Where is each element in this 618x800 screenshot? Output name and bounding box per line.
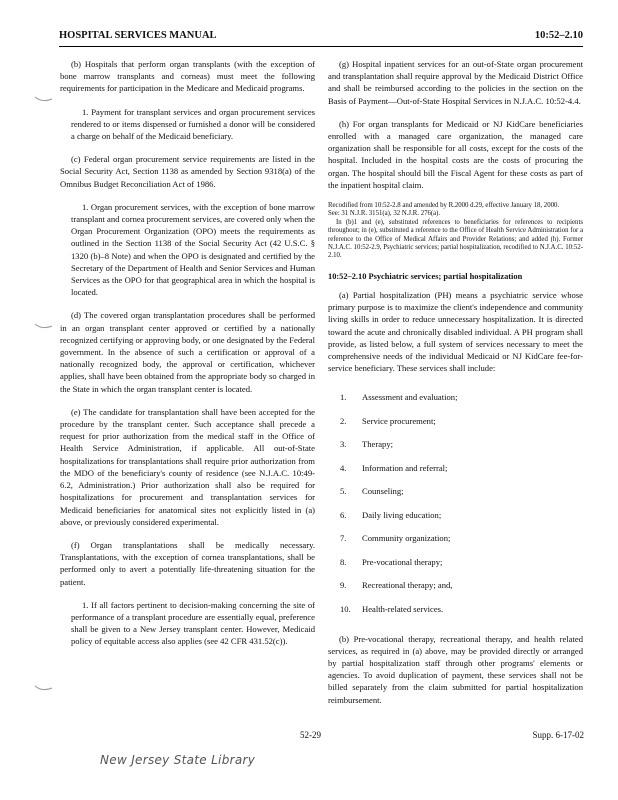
source-line-2: See: 31 N.J.R. 3151(a), 32 N.J.R. 276(a). xyxy=(328,210,441,218)
paragraph-f1: 1. If all factors pertinent to decision-making concerning the site of performance of a transplant procedure are essentially equal, preference shall be given to a New Jersey transplant center. However, Medicaid policy of equitable access also applies (see 42 CFR 431.52(c)). xyxy=(71,599,315,647)
paragraph-h: (h) For organ transplants for Medicaid or NJ KidCare beneficiaries enrolled with a managed care organization, the managed care organization shall be responsible for all costs, except for the costs of the hospital. Included in the hospital costs are the costs of procuring the organ. The hospital should bill the Fiscal Agent for these costs as part of the inpatient hospital claim. xyxy=(328,118,583,190)
list-text: Assessment and evaluation; xyxy=(362,392,458,403)
page-footer xyxy=(0,730,618,790)
list-number: 5. xyxy=(340,486,347,497)
list-number: 9. xyxy=(340,580,347,591)
paragraph-f: (f) Organ transplantations shall be medically necessary. Transplantations, with the exception of cornea transplantations, shall be performed only to avert a potentially life-threatening situation for the patient. xyxy=(60,539,315,587)
list-item xyxy=(328,409,583,433)
section-number: 10:52–2.10 xyxy=(534,30,583,41)
list-text: Service procurement; xyxy=(362,415,436,426)
paragraph-b1: 1. Payment for transplant services and organ procurement services rendered to or items dispensed or furnished a donor will be considered a charge on behalf of the Medicaid beneficiary. xyxy=(71,106,315,142)
margin-mark-icon xyxy=(34,684,54,692)
paragraph-c: (c) Federal organ procurement service requirements are listed in the Social Security Act, Section 1138 as amended by Section 9318(a) of the Omnibus Budget Reconciliation Act of 1986. xyxy=(60,154,315,189)
list-item xyxy=(328,386,583,410)
list-text: Recreational therapy; and, xyxy=(362,580,453,591)
library-stamp: New Jersey State Library xyxy=(100,753,256,767)
section-heading: 10:52–2.10 Psychiatric services; partial hospitalization xyxy=(328,271,523,281)
list-number: 2. xyxy=(340,415,347,426)
source-line-1: Recodified from 10:52-2.8 and amended by R.2000 d.29, effective January 18, 2000. xyxy=(328,202,560,210)
list-text: Therapy; xyxy=(362,439,394,450)
list-item xyxy=(328,574,583,598)
list-text: Information and referral; xyxy=(362,462,448,473)
services-list xyxy=(328,386,583,621)
list-item xyxy=(328,433,583,457)
paragraph-b-psych: (b) Pre-vocational therapy, recreational therapy, and health related services, as required in (a) above, may be provided directly or arranged by partial hospitalization staff through other programs' elements or agencies. To avoid duplication of payment, these services shall not be billed separately from the claim submitted for partial hospitalization reimbursement. xyxy=(328,633,583,705)
list-text: Pre-vocational therapy; xyxy=(362,556,443,567)
paragraph-a: (a) Partial hospitalization (PH) means a psychiatric service whose primary purpose is to maximize the client's independence and community living skills in order to reduce unnecessary hospitalization. It is directed toward the acute and chronically disabled individual. A PH program shall provide, as listed below, a full system of services necessary to meet the comprehensive needs of the individual Medicaid or NJ KidCare fee-for-service beneficiary. These services shall include: xyxy=(328,290,583,374)
list-item xyxy=(328,550,583,574)
list-number: 3. xyxy=(340,439,347,450)
margin-mark-icon xyxy=(34,95,54,103)
list-text: Daily living education; xyxy=(362,509,442,520)
source-note xyxy=(328,202,583,261)
list-item xyxy=(328,597,583,621)
margin-mark-icon xyxy=(34,322,54,330)
list-number: 10. xyxy=(340,603,351,614)
list-number: 4. xyxy=(340,462,347,473)
list-text: Counseling; xyxy=(362,486,404,497)
paragraph-c1: 1. Organ procurement services, with the exception of bone marrow transplant and cornea procurement services, are covered only when the Organ Procurement Organization (OPO) meets the requirements as outlined in the Section 1138 of the Social Security Act (42 U.S.C. § 1320 (b)–8 Note) and when the OPO is designated and certified by the Secretary of the Department of Health and Senior Services and Human Services as the OPO for that geographical area in which the hospital is located. xyxy=(71,201,315,298)
paragraph-e: (e) The candidate for transplantation shall have been accepted for the procedure by the transplant center. Such acceptance shall precede a request for prior authorization from the medical staff in the Office of Health Service Administration, if applicable. All out-of-State hospitalizations for transplantations shall require prior authorization from the MDO of the beneficiary's county of residence (see N.J.A.C. 10:49-6.2, Administration.) Prior authorization shall also be required for hospitalizations for procurement and transplantation services for Medicaid beneficiaries for anatomical sites not explicitly listed in (a) above, or previously considered experimental. xyxy=(60,406,315,527)
list-item xyxy=(328,480,583,504)
paragraph-g: (g) Hospital inpatient services for an out-of-State organ procurement and transplantation shall require approval by the Medicaid District Office and shall be reimbursed according to the policies in the section on the Basis of Payment—Out-of-State Hospital Services in N.J.A.C. 10:52-4.4. xyxy=(328,59,583,106)
running-header xyxy=(59,30,583,47)
list-text: Community organization; xyxy=(362,533,451,544)
supplement-date: Supp. 6-17-02 xyxy=(532,730,584,740)
paragraph-b: (b) Hospitals that perform organ transplants (with the exception of bone marrow transplants and corneas) must meet the following requirements for participation in the Medicare and Medicaid programs. xyxy=(60,59,315,94)
paragraph-d: (d) The covered organ transplantation procedures shall be performed in an organ transplant center approved or certified by a nationally recognized certifying or approving body, or one designated by the Federal government. In the absence of such a certification or approval of a nationally recognized body, the approval or certification, whichever applies, shall have been obtained from the appropriate body so charged in the State in which the organ transplant center is located. xyxy=(60,310,315,394)
list-text: Health-related services. xyxy=(362,603,444,614)
manual-title: HOSPITAL SERVICES MANUAL xyxy=(59,30,217,41)
list-number: 7. xyxy=(340,533,347,544)
list-item xyxy=(328,456,583,480)
source-line-3: In (b)1 and (e), substituted references to beneficiaries for references to recipients throughout; in (e), substituted a reference to the Office of Health Service Administration for a reference to the Office of Medical Affairs and Provider Relations; and added (h). Former N.J.A.C. 10:52-2.9, Psychiatric services; partial hospitalization, recodified to N.J.A.C. 10:52-2.10. xyxy=(328,218,583,260)
right-column xyxy=(328,58,583,717)
list-number: 1. xyxy=(340,392,347,403)
list-number: 6. xyxy=(340,509,347,520)
list-item xyxy=(328,503,583,527)
list-number: 8. xyxy=(340,556,347,567)
list-item xyxy=(328,527,583,551)
left-column xyxy=(60,58,315,659)
page-number: 52-29 xyxy=(300,730,321,740)
